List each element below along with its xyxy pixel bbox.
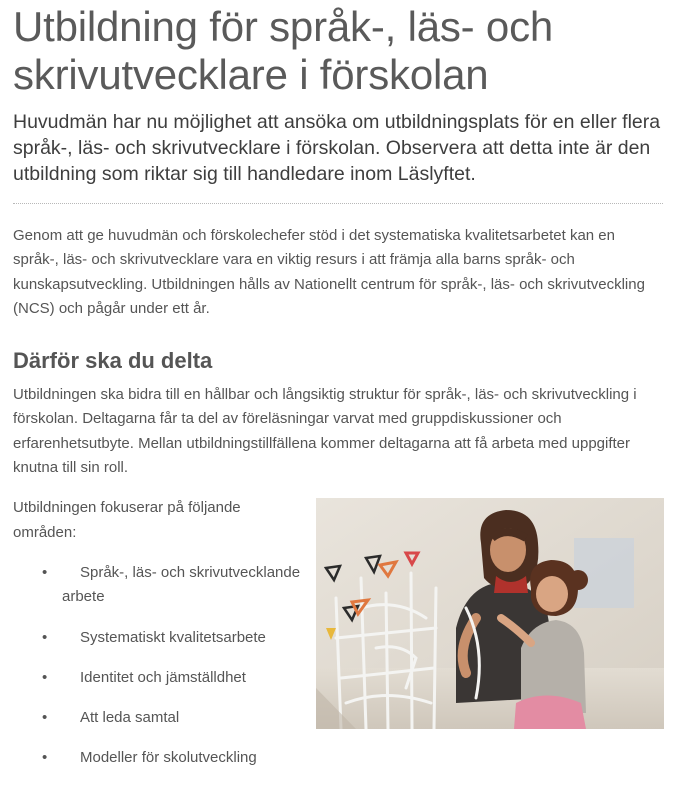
bullet-icon: • [42, 668, 48, 686]
list-item [13, 561, 303, 610]
section-heading-why: Därför ska du delta [13, 348, 213, 374]
list-item [13, 666, 303, 690]
photo-teacher-and-child [316, 498, 664, 729]
focus-column [13, 496, 303, 786]
article [13, 0, 663, 796]
list-item-label: Att leda samtal [80, 709, 180, 727]
list-item-label: Systematiskt kvalitetsarbete [80, 628, 266, 646]
photo-illustration [316, 498, 664, 729]
focus-list [13, 561, 303, 771]
list-item-label: Modeller för skolutveckling [80, 749, 257, 767]
list-item [13, 626, 303, 650]
why-paragraph: Utbildningen ska bidra till en hållbar och långsiktig struktur för språk-, läs- och skrivutveckling i förskolan. Deltagarna får ta del av föreläsningar varvat med gruppdiskussioner och erfarenhetsutbyte. Mellan utbildningstillfällena kommer deltagarna att få arbeta med uppgifter knutna till sin roll. [13, 386, 637, 477]
ingress-text: Huvudmän har nu möjlighet att ansöka om utbildningsplats för en eller flera språk-, läs- och skrivutvecklare i förskolan. Observera att detta inte är den utbildning som riktar sig till handledare inom Läslyftet. [13, 111, 661, 185]
list-item-label: Språk-, läs- och skrivutvecklande arbete [62, 563, 301, 606]
focus-intro: Utbildningen fokuserar på följande områden: [13, 499, 241, 541]
bullet-icon: • [42, 709, 48, 727]
list-item [13, 706, 303, 730]
list-item [13, 746, 303, 770]
list-item-label: Identitet och jämställdhet [80, 668, 246, 686]
focus-section [13, 496, 663, 796]
intro-paragraph: Genom att ge huvudmän och förskolechefer stöd i det systematiska kvalitetsarbetet kan en språk-, läs- och skrivutvecklare vara en viktig resurs i att främja alla barns språk- och kunskapsutveckling. Utbildningen hålls av Nationellt centrum för språk-, läs- och skrivutveckling (NCS) och pågår under ett år. [13, 227, 645, 317]
bullet-icon: • [42, 563, 48, 581]
bullet-icon: • [42, 749, 48, 767]
bullet-icon: • [42, 628, 48, 646]
divider [13, 203, 663, 204]
page-title: Utbildning för språk-, läs- och skrivutvecklare i förskolan [13, 3, 554, 98]
